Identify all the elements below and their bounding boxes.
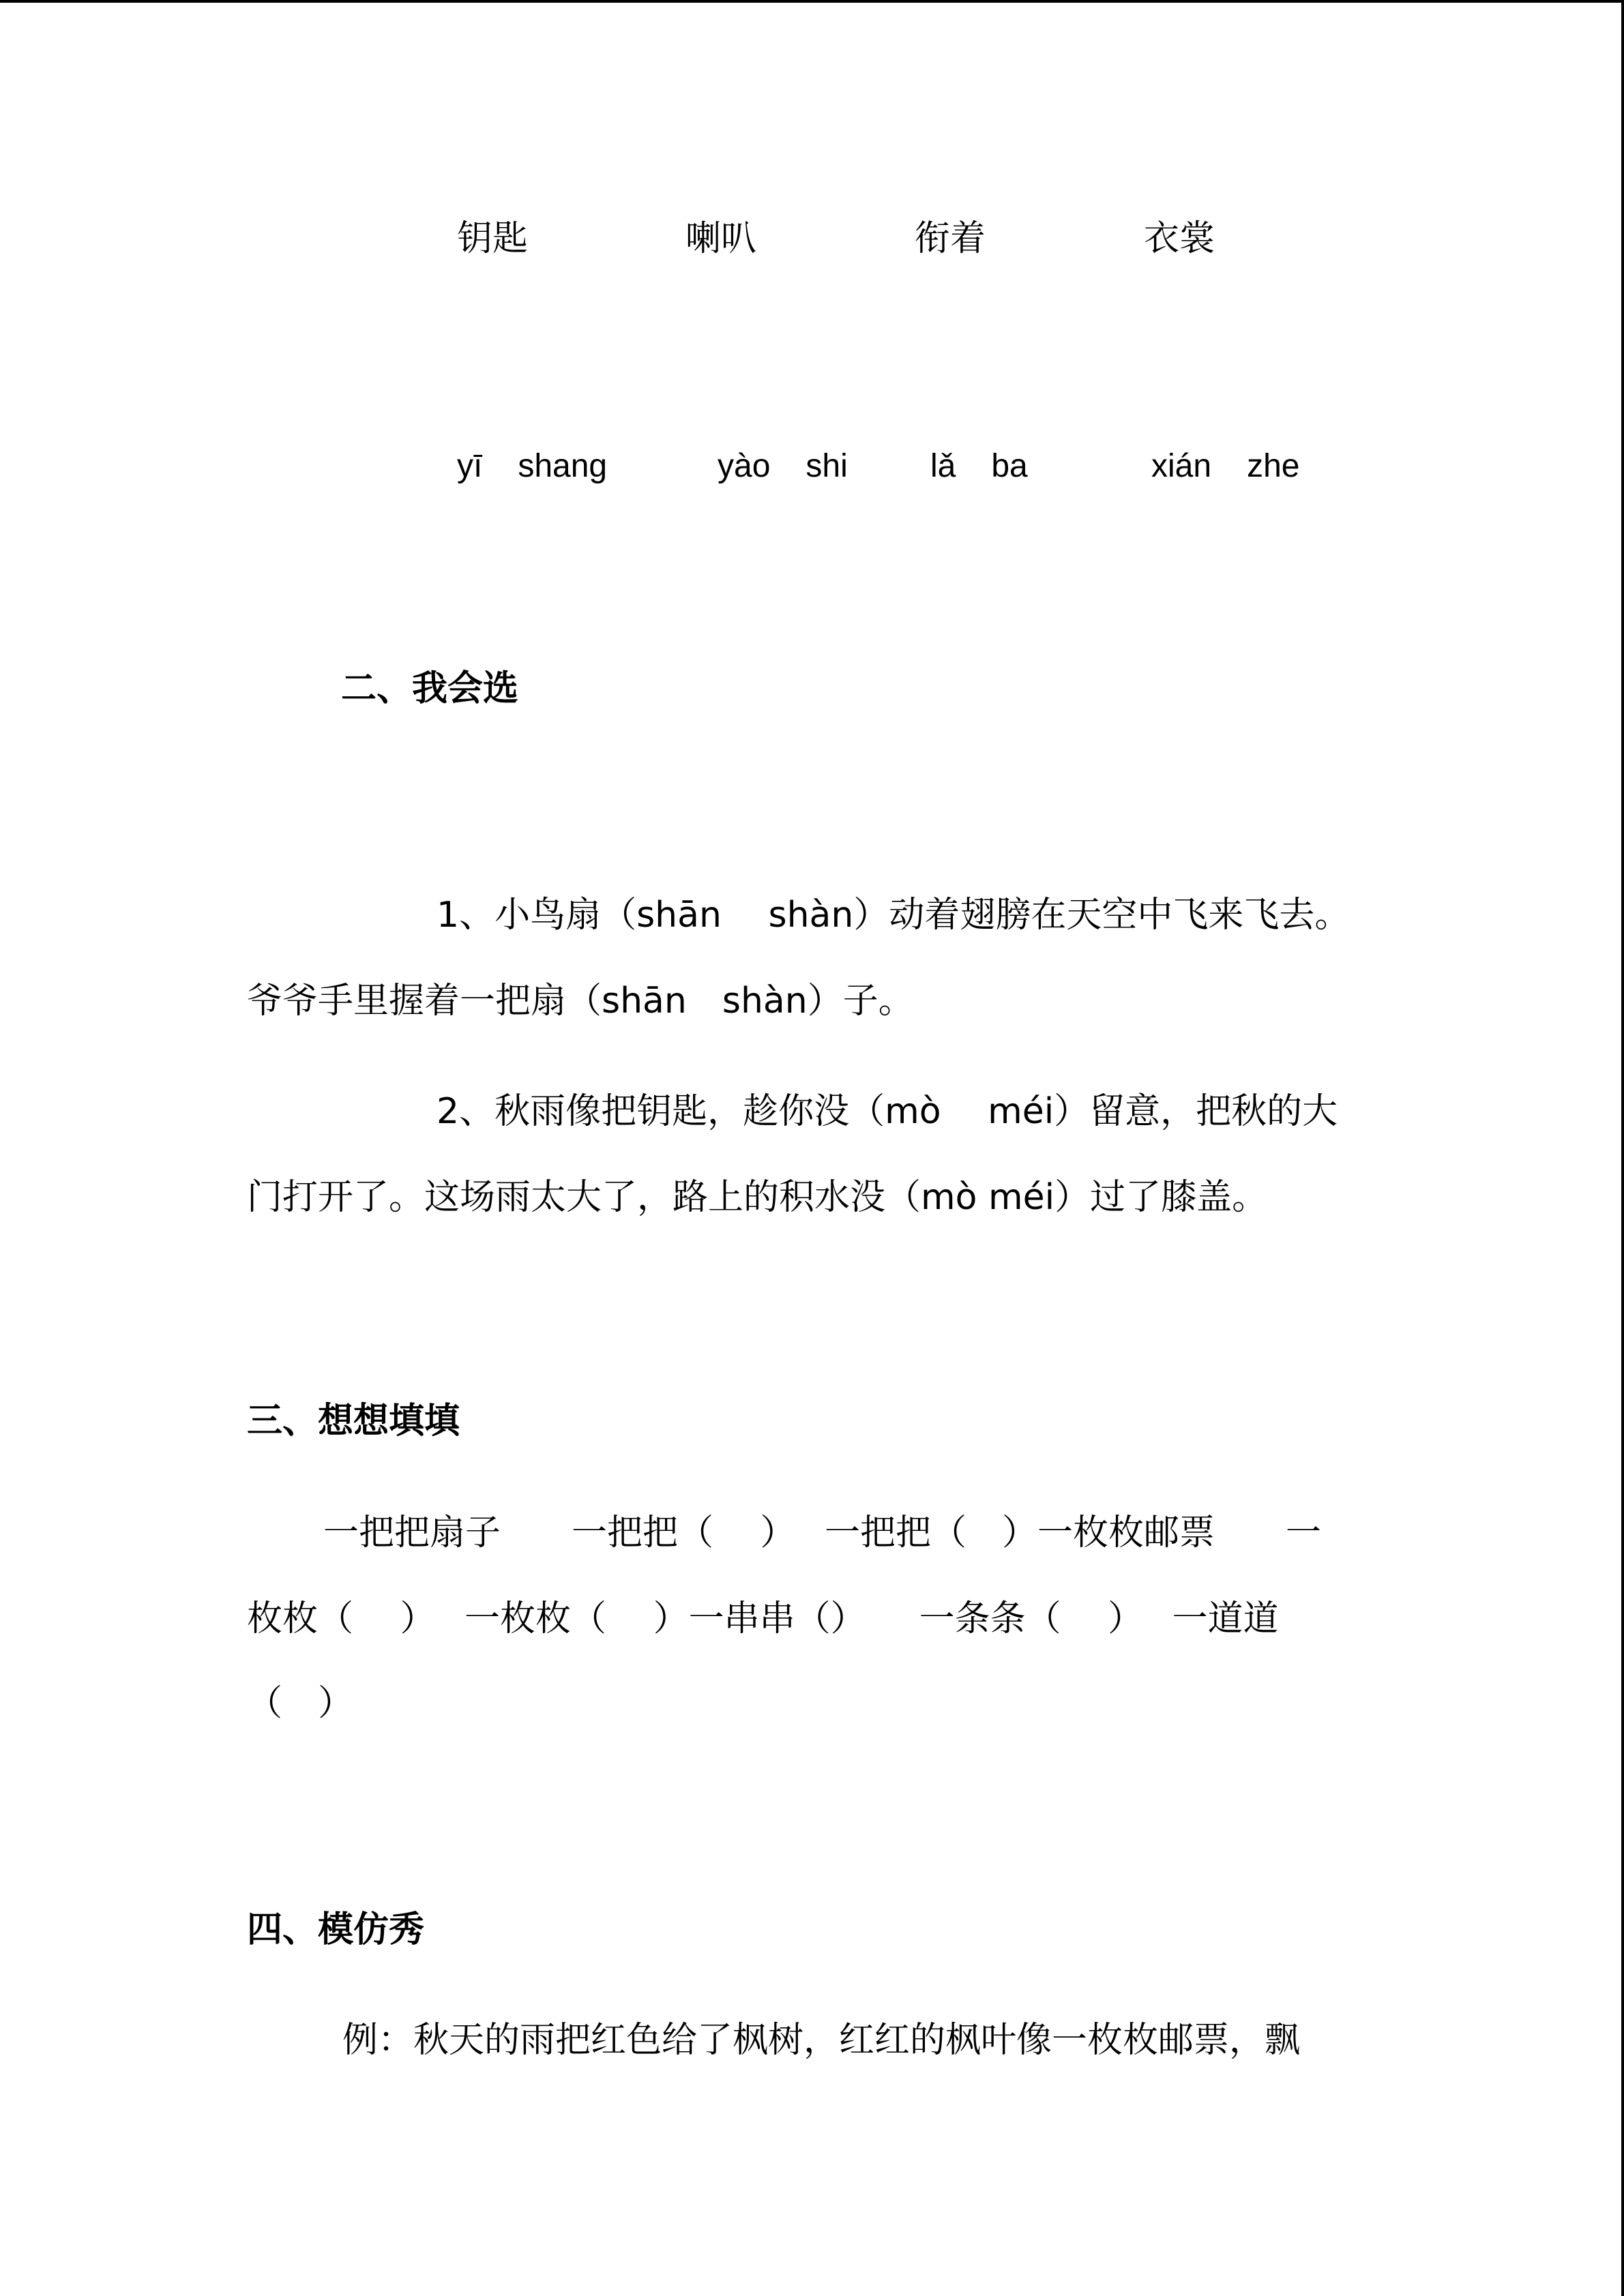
word-clothes: 衣裳 <box>1144 218 1215 259</box>
fill-line-2: 枚枚（ ） 一枚枚（ ）一串串（） 一条条（ ） 一道道 <box>247 1598 1279 1639</box>
pinyin-item <box>718 450 848 483</box>
section-heading-fill: 三、想想填填 <box>247 1401 460 1442</box>
pinyin-item <box>457 450 607 483</box>
word-holding-in-mouth: 衔着 <box>915 218 986 259</box>
pinyin-syllable: shang <box>518 448 608 484</box>
pinyin-syllable: zhe <box>1247 448 1300 484</box>
pinyin-syllable: ba <box>991 448 1028 484</box>
pinyin-syllable: shi <box>806 448 848 484</box>
right-border-line <box>1621 0 1624 2296</box>
top-border-line <box>0 0 1624 3</box>
fill-line-3: （ ） <box>247 1683 354 1724</box>
pinyin-syllable: yī <box>457 448 483 484</box>
fill-line-1: 一把把扇子 一把把（ ） 一把把（ ）一枚枚邮票 一 <box>323 1512 1322 1553</box>
imitate-example-line: 例：秋天的雨把红色给了枫树，红红的枫叶像一枚枚邮票，飘 <box>342 2020 1301 2061</box>
pinyin-syllable: lǎ <box>930 448 956 484</box>
question-2-line-1: 2、秋雨像把钥匙，趁你没（mò méi）留意，把秋的大 <box>437 1091 1338 1132</box>
question-1-line-2: 爷爷手里握着一把扇（shān shàn）子。 <box>247 981 914 1022</box>
word-trumpet: 喇叭 <box>685 218 757 259</box>
pinyin-item <box>1151 450 1299 483</box>
section-heading-imitate: 四、模仿秀 <box>247 1909 425 1950</box>
word-key: 钥匙 <box>457 218 529 259</box>
section-heading-choose: 二、我会选 <box>341 668 519 709</box>
question-2-line-2: 门打开了。这场雨太大了，路上的积水没（mò méi）过了膝盖。 <box>247 1177 1268 1218</box>
pinyin-syllable: xián <box>1151 448 1212 484</box>
pinyin-syllable: yào <box>718 448 771 484</box>
question-1-line-1: 1、小鸟扇（shān shàn）动着翅膀在天空中飞来飞去。 <box>437 895 1350 936</box>
pinyin-item <box>930 450 1028 483</box>
